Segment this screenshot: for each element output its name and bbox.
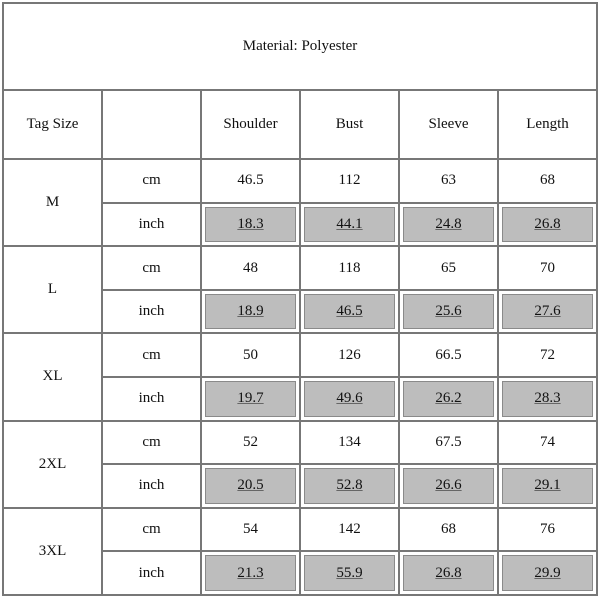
bust-inch-value: 55.9 xyxy=(300,551,399,595)
unit-cm-label: cm xyxy=(102,333,201,377)
header-row xyxy=(3,90,597,159)
length-cm-value: 72 xyxy=(498,333,597,377)
length-inch-value: 26.8 xyxy=(498,203,597,247)
header-length: Length xyxy=(498,90,597,159)
table-row xyxy=(3,508,597,552)
table-row xyxy=(3,246,597,290)
shoulder-inch-value: 18.3 xyxy=(201,203,300,247)
shoulder-cm-value: 50 xyxy=(201,333,300,377)
bust-inch-value: 44.1 xyxy=(300,203,399,247)
shoulder-cm-value: 54 xyxy=(201,508,300,552)
bust-cm-value: 112 xyxy=(300,159,399,203)
unit-inch-label: inch xyxy=(102,377,201,421)
bust-cm-value: 118 xyxy=(300,246,399,290)
shoulder-cm-value: 46.5 xyxy=(201,159,300,203)
shoulder-cm-value: 52 xyxy=(201,421,300,465)
sleeve-cm-value: 68 xyxy=(399,508,498,552)
bust-cm-value: 142 xyxy=(300,508,399,552)
bust-cm-value: 134 xyxy=(300,421,399,465)
length-cm-value: 76 xyxy=(498,508,597,552)
shoulder-inch-value: 20.5 xyxy=(201,464,300,508)
material-title: Material: Polyester xyxy=(3,3,597,90)
header-bust: Bust xyxy=(300,90,399,159)
bust-inch-value: 49.6 xyxy=(300,377,399,421)
size-label: XL xyxy=(3,333,102,420)
sleeve-cm-value: 67.5 xyxy=(399,421,498,465)
size-label: 3XL xyxy=(3,508,102,595)
size-table xyxy=(2,2,598,596)
sleeve-inch-value: 26.6 xyxy=(399,464,498,508)
unit-inch-label: inch xyxy=(102,551,201,595)
length-cm-value: 70 xyxy=(498,246,597,290)
unit-inch-label: inch xyxy=(102,290,201,334)
shoulder-cm-value: 48 xyxy=(201,246,300,290)
sleeve-inch-value: 26.2 xyxy=(399,377,498,421)
length-inch-value: 29.9 xyxy=(498,551,597,595)
header-sleeve: Sleeve xyxy=(399,90,498,159)
bust-inch-value: 52.8 xyxy=(300,464,399,508)
length-inch-value: 29.1 xyxy=(498,464,597,508)
sleeve-inch-value: 25.6 xyxy=(399,290,498,334)
size-label: L xyxy=(3,246,102,333)
unit-cm-label: cm xyxy=(102,159,201,203)
unit-cm-label: cm xyxy=(102,508,201,552)
header-tag-size: Tag Size xyxy=(3,90,102,159)
length-inch-value: 27.6 xyxy=(498,290,597,334)
bust-inch-value: 46.5 xyxy=(300,290,399,334)
table-row xyxy=(3,333,597,377)
size-chart xyxy=(2,2,596,596)
length-cm-value: 68 xyxy=(498,159,597,203)
size-label: 2XL xyxy=(3,421,102,508)
sleeve-cm-value: 66.5 xyxy=(399,333,498,377)
size-label: M xyxy=(3,159,102,246)
unit-cm-label: cm xyxy=(102,421,201,465)
length-inch-value: 28.3 xyxy=(498,377,597,421)
sleeve-inch-value: 26.8 xyxy=(399,551,498,595)
table-row xyxy=(3,159,597,203)
sleeve-cm-value: 63 xyxy=(399,159,498,203)
header-unit xyxy=(102,90,201,159)
shoulder-inch-value: 19.7 xyxy=(201,377,300,421)
header-shoulder: Shoulder xyxy=(201,90,300,159)
shoulder-inch-value: 21.3 xyxy=(201,551,300,595)
unit-inch-label: inch xyxy=(102,464,201,508)
bust-cm-value: 126 xyxy=(300,333,399,377)
sleeve-cm-value: 65 xyxy=(399,246,498,290)
table-row xyxy=(3,421,597,465)
unit-cm-label: cm xyxy=(102,246,201,290)
shoulder-inch-value: 18.9 xyxy=(201,290,300,334)
length-cm-value: 74 xyxy=(498,421,597,465)
sleeve-inch-value: 24.8 xyxy=(399,203,498,247)
unit-inch-label: inch xyxy=(102,203,201,247)
